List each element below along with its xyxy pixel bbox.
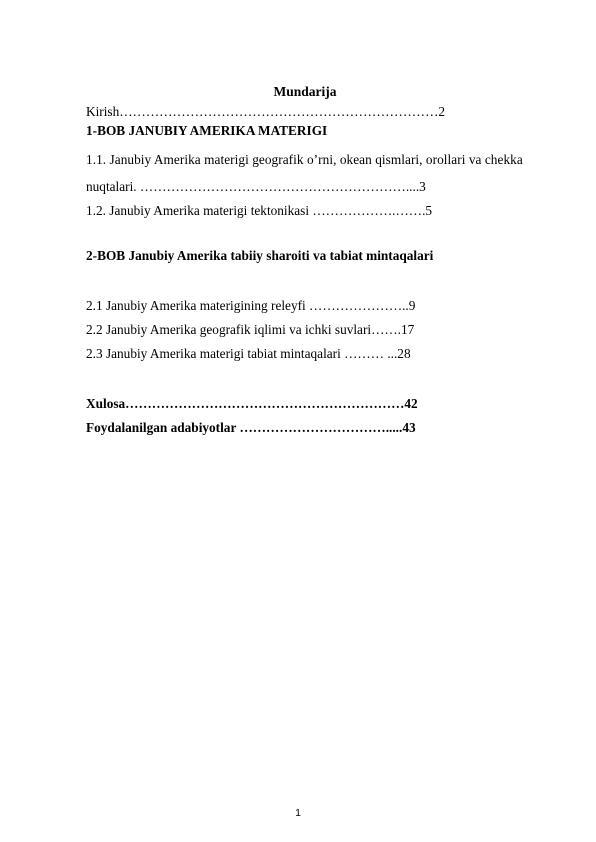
toc-entry-2-3: 2.3 Janubiy Amerika materigi tabiat mintaqalari ……… ...28 [86,346,411,361]
toc-entry-xulosa: Xulosa………………………………………………………42 [86,396,418,411]
toc-entry-2-2: 2.2 Janubiy Amerika geografik iqlimi va ichki suvlari…….17 [86,322,415,337]
page-number: 1 [295,807,301,819]
toc-entry-adabiyotlar: Foydalanilgan adabiyotlar …………………………….....43 [86,420,416,435]
toc-entry-1-2: 1.2. Janubiy Amerika materigi tektonikasi ……………….…….5 [86,203,433,218]
toc-title [0,84,596,100]
toc-entry-kirish: Kirish………………………………………………………………2 [86,104,446,119]
toc-title-text: Mundarija [273,84,337,99]
toc-entry-1-1: 1.1. Janubiy Amerika materigi geografik o’rni, okean qismlari, orollari va chekka [86,152,523,167]
toc-chapter-1: 1-BOB JANUBIY AMERIKA MATERIGI [86,123,328,138]
toc-entry-2-1: 2.1 Janubiy Amerika materigining releyfi …………………..9 [86,298,416,313]
toc-chapter-2: 2-BOB Janubiy Amerika tabiiy sharoiti va tabiat mintaqalari [86,248,434,263]
toc-entry-1-1-cont: nuqtalari. ……………………………………………………....3 [86,179,426,194]
